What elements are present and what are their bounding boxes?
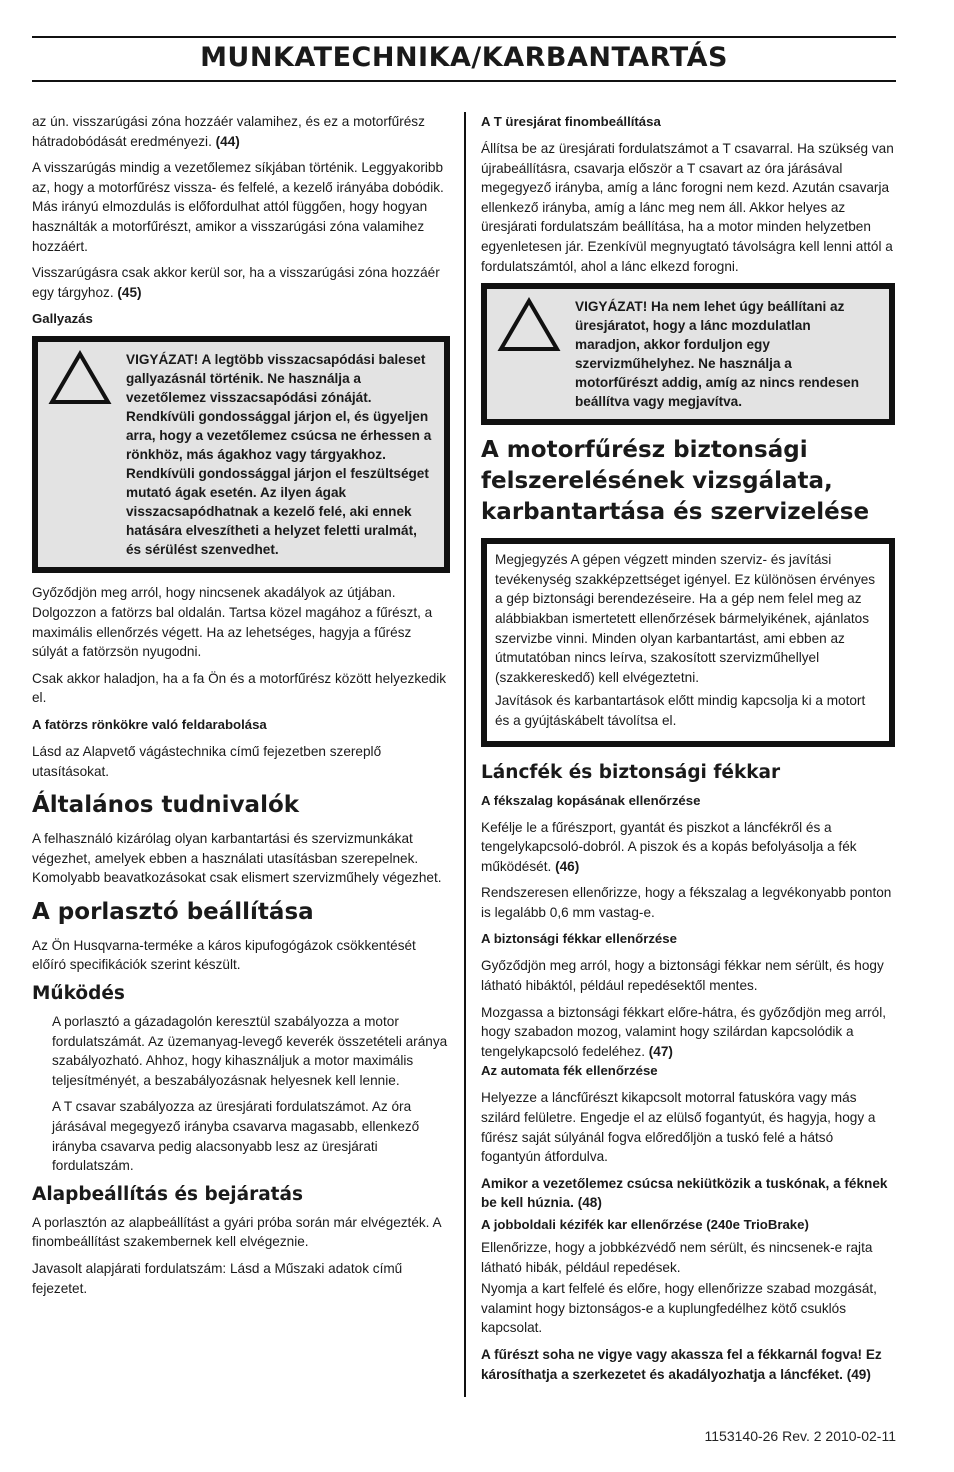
paragraph: A felhasználó kizárólag olyan karbantartási és szervizmunkákat végezhet, amelyek ebben a használati utasításban szerepelnek. Komolyabb beavatkozásokat csak elismert szervizműhely végezhet. [32,831,442,886]
paragraph: A porlasztón az alapbeállítást a gyári próba során már elvégezték. A finombeállítást szakembernek kell elvégeznie. [32,1214,441,1250]
heading-altalanos: Általános tudnivalók [32,792,300,819]
paragraph [481,818,895,877]
paragraph: Az Ön Husqvarna-terméke a káros kipufogógázok csökkentését előíró specifikációk szerint készült. [32,937,416,973]
paragraph: Állítsa be az üresjárati fordulatszámot a T csavarral. Ha szükség van újrabeállításra, csavarja először a T csavart az óra járásával megegyező irányba, amíg a lánc forogni nem kezd. Azután csavarja ellenkező irányba, amíg a lánc meg nem áll. Akkor helyes az üresjárati fordulatszám beállítása, ha a motor minden helyzetben egyenletesen jár. Ezenkívül megnyugtató távolságra kell lenni attól a fordulatszámtól, ahol a lánc elkezd forogni. [481,141,894,274]
figure-ref: (44) [215,133,240,149]
heading-biztonsagi: A motorfűrész biztonsági felszerelésének vizsgálata, karbantartása és szervizelése [481,437,870,526]
note-text: Megjegyzés A gépen végzett minden szerviz- és javítási tevékenység szakképzettséget igényel. Ez különösen érvényes a gép biztonsági berendezéseire. Ha a gép nem felel meg az alábbiakban ismertetett ellenőrzések bármelyikének, ajánlatos szervizbe vinni. Minden olyan karbantartást, ami ebben az útmutatóban nincs leírva, szakosított szervizműhellyel (szakkereskedő) kell elvégeztetni. [495,552,876,685]
figure-ref: (47) [648,1043,673,1059]
paragraph: Ellenőrizze, hogy a jobbkézvédő nem sérült, és nincsenek-e rajta látható hibák, például repedések. [481,1240,873,1275]
paragraph [32,263,450,302]
subheading-jobboldali: A jobboldali kézifék kar ellenőrzése (240e TrioBrake) [481,1217,809,1232]
subheading-fekkar: A biztonsági fékkar ellenőrzése [481,931,677,947]
subheading-automata: Az automata fék ellenőrzése [481,1063,658,1079]
paragraph: Nyomja a kart felfelé és előre, hogy ellenőrizze szabad mozgását, valamint hogy biztonságos-e a kuplungfedélhez kötő csuklós kapcsolat. [481,1281,877,1336]
paragraph: Lásd az Alapvető vágástechnika című fejezetben szereplő utasításokat. [32,743,382,779]
paragraph: Győződjön meg arról, hogy a biztonsági fékkar nem sérült, és hogy látható hibáktól, például repedésektől mentes. [481,958,884,994]
paragraph: A T csavar szabályozza az üresjárati fordulatszámot. Az óra járásával megegyező irányba csavarva magasabb, ellenkező irányba csavarva pedig alacsonyabb lesz az üresjárati fordulatszám. [52,1099,420,1174]
heading-lancfek: Láncfék és biztonsági fékkar [481,761,781,783]
heading-mukodes: Működés [32,983,125,1005]
document-id: 1153140-26 Rev. 2 2010-02-11 [704,1428,896,1444]
warning-text: VIGYÁZAT! Ha nem lehet úgy beállítani az üresjáratot, hogy a lánc mozdulatlan maradjon, akkor forduljon egy szervizműhelyhez. Ne használja a motorfűrészt addig, amíg az nincs rendesen beállítva vagy megjavítva. [575,299,860,410]
right-column [481,112,895,1391]
header-rule-top [32,36,896,38]
paragraph [481,1003,895,1062]
paragraph: A porlasztó a gázadagolón keresztül szabályozza a motor fordulatszámát. Az üzemanyag-levegő keverék összetételi aránya szabályozható. Ahhoz, hogy kihasználjuk a motor maximális teljesítményét, a beszabályozásnak helyesnek kell lennie. [52,1014,448,1088]
column-divider [464,112,466,1397]
subheading-fekszalag: A fékszalag kopásának ellenőrzése [481,792,701,808]
paragraph-bold: Amikor a vezetőlemez csúcsa nekiütközik a tuskónak, a féknek be kell húznia. (48) [481,1175,888,1211]
paragraph: Javasolt alapjárati fordulatszám: Lásd a Műszaki adatok című fejezetet. [32,1261,403,1296]
paragraph: Helyezze a láncfűrészt kikapcsolt motorral fatuskóra vagy más szilárd felületre. Engedje el az elülső fogantyút, és hagyja, hogy a fűrész saját súlyánál fogva előredőljön a tuskó felé a hátsó fogantyún átfordulva. [481,1090,876,1165]
paragraph-text: az ún. visszarúgási zóna hozzáér valamihez, és ez a motorfűrész hátradobódását eredményezi. [32,114,425,149]
subheading-fatorzs: A fatörzs rönkökre való feldarabolása [32,716,267,732]
paragraph-text: Mozgassa a biztonsági fékkart előre-hátra, és győződjön meg arról, hogy szabadon mozog, valamint hogy szilárdan kapcsolódik a tengelykapcsoló fedeléhez. [481,1004,886,1059]
paragraph: Győződjön meg arról, hogy nincsenek akadályok az útjában. Dolgozzon a fatörzs bal oldalán. Tartsa közel magához a fűrészt, a maximális ellenőrzés végett. Ha az lehetséges, hagyja a fűrész súlyát a fatörzsön nyugodni. [32,585,433,660]
paragraph: A visszarúgás mindig a vezetőlemez síkjában történik. Leggyakoribb az, hogy a motorfűrész vissza- és felfelé, a kezelő irányába dobódik. Más irányú elmozdulás is előfordulhat attól függően, hogy hogyan használták a motorfűrészt, amikor a visszarúgási zóna valamihez hozzáért. [32,160,444,254]
paragraph: Csak akkor haladjon, ha a fa Ön és a motorfűrész között helyezkedik el. [32,670,447,706]
paragraph: Rendszeresen ellenőrizze, hogy a fékszalag a legvékonyabb ponton is legalább 0,6 mm vastag-e. [481,885,892,920]
figure-ref: (46) [555,858,580,874]
figure-ref: (45) [117,284,142,300]
left-column [32,112,450,1305]
heading-porlaszto: A porlasztó beállítása [32,898,314,925]
heading-alapbeallitas: Alapbeállítás és bejáratás [32,1183,304,1205]
subheading-gallyazas: Gallyazás [32,311,93,327]
page-title: MUNKATECHNIKA/KARBANTARTÁS [200,42,728,73]
warning-triangle-icon [497,297,561,353]
indented-block [32,1012,450,1176]
paragraph-text: Kefélje le a fűrészport, gyantát és piszkot a láncfékről és a tengelykapcsoló-dobról. A piszok és a kopás befolyásolja a fék működését. [481,819,857,874]
warning-triangle-icon [48,350,112,406]
warning-box [481,283,895,425]
paragraph-bold: A fűrészt soha ne vigye vagy akassza fel a fékkarnál fogva! Ez károsíthatja a szerkezetet és akadályozhatja a láncféket. (49) [481,1346,882,1382]
note-text: Javítások és karbantartások előtt mindig kapcsolja ki a motort és a gyújtáskábelt távolítsa el. [495,693,866,728]
paragraph-text: Visszarúgásra csak akkor kerül sor, ha a visszarúgási zóna hozzáér egy tárgyhoz. [32,265,440,300]
header-rule-bottom [32,80,896,82]
warning-text: VIGYÁZAT! A legtöbb visszacsapódási baleset gallyazásnál történik. Ne használja a vezetőlemez visszacsapódási zónáját. Rendkívüli gondossággal járjon el, és ügyeljen arra, hogy a vezetőlemez csúcsa ne érhessen a rönkhöz, más ágakhoz vagy tárgyakhoz. Rendkívüli gondossággal járjon el feszültséget mutató ágak esetén. Az ilyen ágak visszacsapódhatnak a kezelő felé, aki ennek hatására elveszítheti a helyzet feletti uralmát, és sérülést szenvedhet. [126,352,432,558]
subheading-t-uresjarat: A T üresjárat finombeállítása [481,114,661,129]
note-box [481,538,895,746]
paragraph [32,112,450,151]
warning-box [32,336,450,573]
